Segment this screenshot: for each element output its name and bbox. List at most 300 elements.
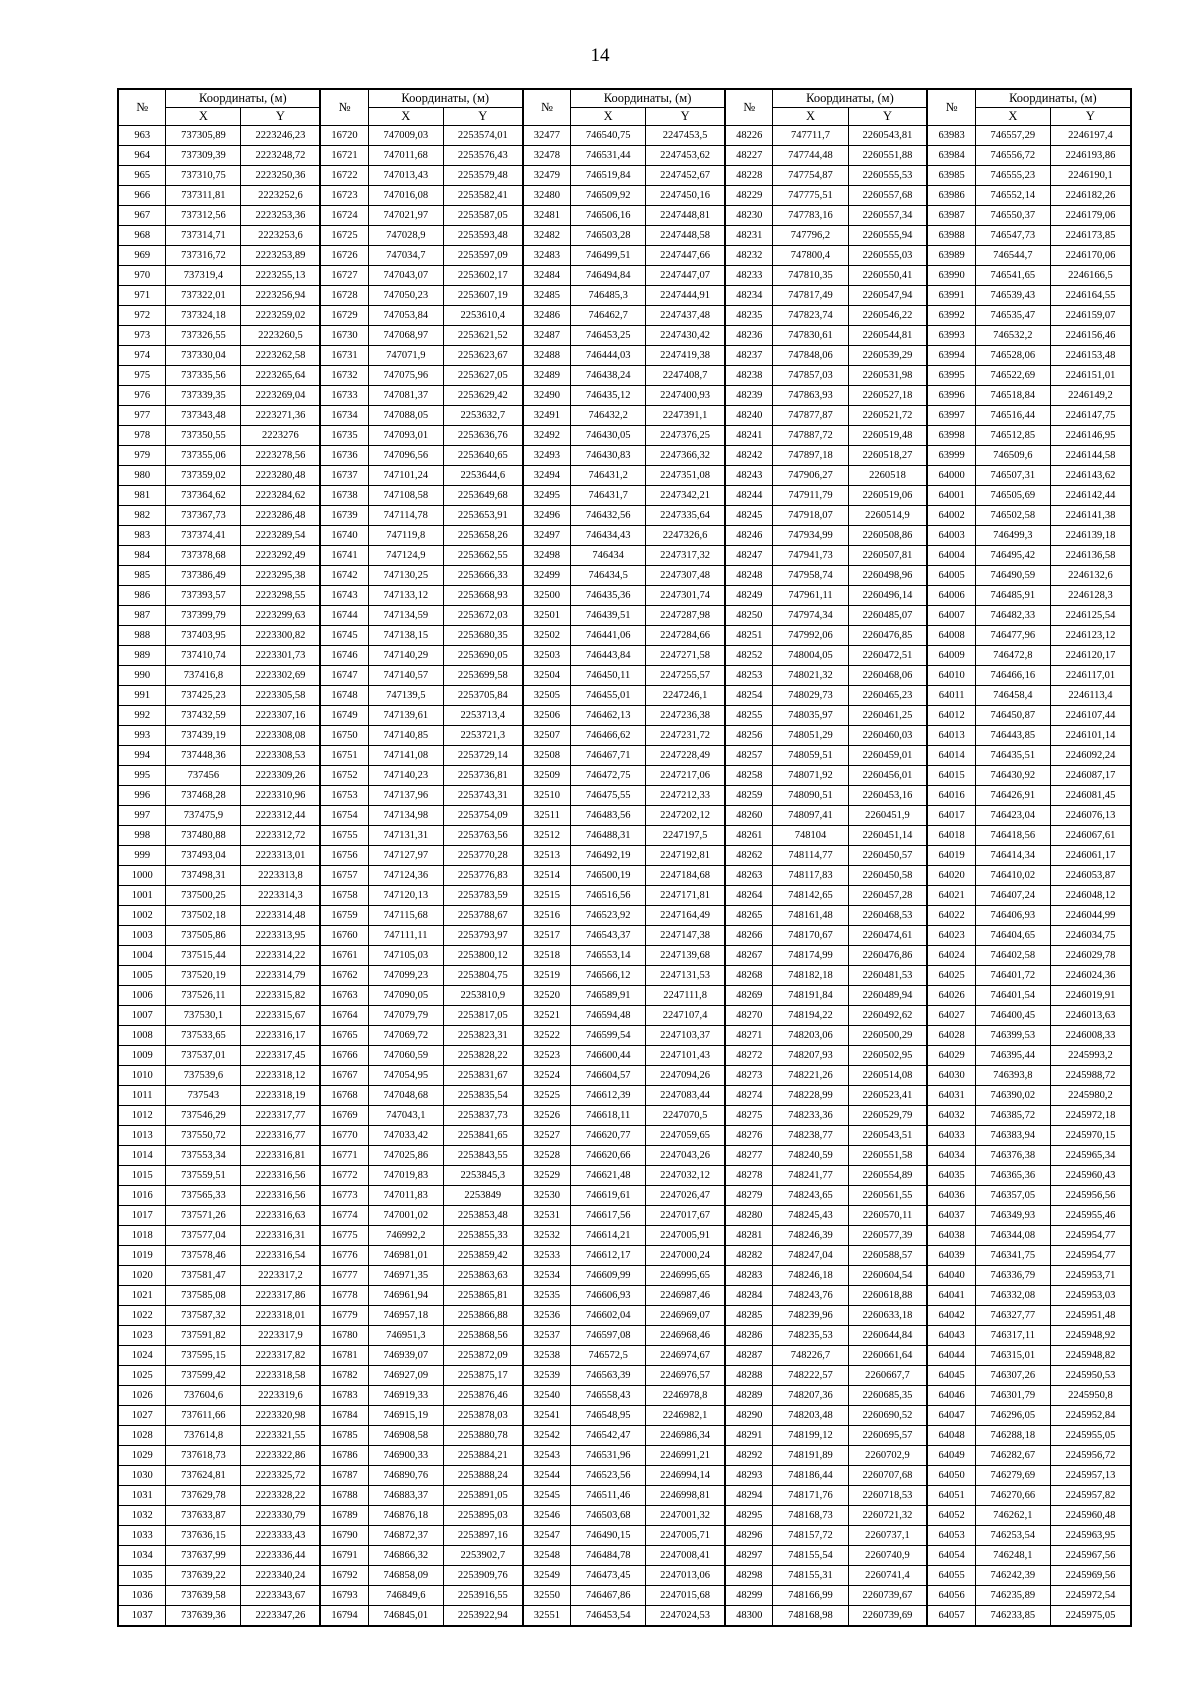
y-coordinate-cell: 2246143,62 [1050, 466, 1131, 486]
point-number-cell: 64000 [927, 466, 975, 486]
point-number-cell: 1001 [118, 886, 166, 906]
x-coordinate-cell: 746431,7 [571, 486, 646, 506]
point-number-cell: 64038 [927, 1226, 975, 1246]
y-coordinate-cell: 2247070,5 [646, 1106, 725, 1126]
x-coordinate-cell: 748029,73 [773, 686, 848, 706]
y-coordinate-cell: 2223320,98 [241, 1406, 320, 1426]
y-coordinate-cell: 2247307,48 [646, 566, 725, 586]
table-row [118, 766, 1131, 786]
x-coordinate-cell: 746315,01 [975, 1346, 1050, 1366]
point-number-cell: 16760 [320, 926, 368, 946]
y-coordinate-cell: 2260539,29 [848, 346, 927, 366]
point-number-cell: 48247 [725, 546, 773, 566]
table-row [118, 986, 1131, 1006]
x-coordinate-cell: 747071,9 [368, 346, 443, 366]
point-number-cell: 32525 [523, 1086, 571, 1106]
point-number-cell: 1025 [118, 1366, 166, 1386]
table-row [118, 1466, 1131, 1486]
y-coordinate-cell: 2246994,14 [646, 1466, 725, 1486]
y-coordinate-cell: 2247043,26 [646, 1146, 725, 1166]
x-coordinate-cell: 747140,85 [368, 726, 443, 746]
point-number-cell: 32483 [523, 246, 571, 266]
table-row [118, 446, 1131, 466]
x-coordinate-cell: 746376,38 [975, 1146, 1050, 1166]
x-coordinate-cell: 746614,21 [571, 1226, 646, 1246]
point-number-cell: 64047 [927, 1406, 975, 1426]
x-coordinate-cell: 746492,19 [571, 846, 646, 866]
point-number-cell: 48277 [725, 1146, 773, 1166]
point-number-cell: 32485 [523, 286, 571, 306]
x-coordinate-cell: 746535,47 [975, 306, 1050, 326]
x-coordinate-cell: 746541,65 [975, 266, 1050, 286]
point-number-cell: 16736 [320, 446, 368, 466]
point-number-cell: 63989 [927, 246, 975, 266]
header-x: X [368, 108, 443, 126]
y-coordinate-cell: 2253582,41 [443, 186, 522, 206]
x-coordinate-cell: 746509,6 [975, 446, 1050, 466]
point-number-cell: 16761 [320, 946, 368, 966]
point-number-cell: 32507 [523, 726, 571, 746]
point-number-cell: 32508 [523, 746, 571, 766]
point-number-cell: 32519 [523, 966, 571, 986]
table-row [118, 206, 1131, 226]
point-number-cell: 980 [118, 466, 166, 486]
x-coordinate-cell: 737468,28 [166, 786, 241, 806]
y-coordinate-cell: 2260721,32 [848, 1506, 927, 1526]
x-coordinate-cell: 747848,06 [773, 346, 848, 366]
x-coordinate-cell: 746317,11 [975, 1326, 1050, 1346]
point-number-cell: 32494 [523, 466, 571, 486]
y-coordinate-cell: 2253593,48 [443, 226, 522, 246]
x-coordinate-cell: 746443,85 [975, 726, 1050, 746]
y-coordinate-cell: 2246164,55 [1050, 286, 1131, 306]
y-coordinate-cell: 2247301,74 [646, 586, 725, 606]
y-coordinate-cell: 2253699,58 [443, 666, 522, 686]
point-number-cell: 971 [118, 286, 166, 306]
x-coordinate-cell: 746550,37 [975, 206, 1050, 226]
y-coordinate-cell: 2260644,84 [848, 1326, 927, 1346]
point-number-cell: 48293 [725, 1466, 773, 1486]
x-coordinate-cell: 747961,11 [773, 586, 848, 606]
x-coordinate-cell: 746849,6 [368, 1586, 443, 1606]
point-number-cell: 32551 [523, 1606, 571, 1627]
point-number-cell: 63998 [927, 426, 975, 446]
y-coordinate-cell: 2246144,58 [1050, 446, 1131, 466]
x-coordinate-cell: 737311,81 [166, 186, 241, 206]
x-coordinate-cell: 747140,23 [368, 766, 443, 786]
x-coordinate-cell: 737330,04 [166, 346, 241, 366]
x-coordinate-cell: 737367,73 [166, 506, 241, 526]
y-coordinate-cell: 2253629,42 [443, 386, 522, 406]
point-number-cell: 64026 [927, 986, 975, 1006]
y-coordinate-cell: 2223318,19 [241, 1086, 320, 1106]
point-number-cell: 32524 [523, 1066, 571, 1086]
point-number-cell: 16776 [320, 1246, 368, 1266]
point-number-cell: 1019 [118, 1246, 166, 1266]
y-coordinate-cell: 2253672,03 [443, 606, 522, 626]
point-number-cell: 48265 [725, 906, 773, 926]
y-coordinate-cell: 2253880,78 [443, 1426, 522, 1446]
x-coordinate-cell: 747130,25 [368, 566, 443, 586]
y-coordinate-cell: 2246076,13 [1050, 806, 1131, 826]
y-coordinate-cell: 2247326,6 [646, 526, 725, 546]
x-coordinate-cell: 746462,7 [571, 306, 646, 326]
x-coordinate-cell: 747138,15 [368, 626, 443, 646]
x-coordinate-cell: 748194,22 [773, 1006, 848, 1026]
x-coordinate-cell: 747111,11 [368, 926, 443, 946]
point-number-cell: 63992 [927, 306, 975, 326]
y-coordinate-cell: 2253845,3 [443, 1166, 522, 1186]
y-coordinate-cell: 2223317,2 [241, 1266, 320, 1286]
x-coordinate-cell: 746434,43 [571, 526, 646, 546]
x-coordinate-cell: 748155,31 [773, 1566, 848, 1586]
x-coordinate-cell: 748222,57 [773, 1366, 848, 1386]
point-number-cell: 48263 [725, 866, 773, 886]
x-coordinate-cell: 746426,91 [975, 786, 1050, 806]
table-row [118, 506, 1131, 526]
x-coordinate-cell: 748207,93 [773, 1046, 848, 1066]
y-coordinate-cell: 2253644,6 [443, 466, 522, 486]
y-coordinate-cell: 2260492,62 [848, 1006, 927, 1026]
y-coordinate-cell: 2247026,47 [646, 1186, 725, 1206]
x-coordinate-cell: 746472,75 [571, 766, 646, 786]
x-coordinate-cell: 747011,68 [368, 146, 443, 166]
table-row [118, 166, 1131, 186]
x-coordinate-cell: 747120,13 [368, 886, 443, 906]
x-coordinate-cell: 748059,51 [773, 746, 848, 766]
y-coordinate-cell: 2223318,58 [241, 1366, 320, 1386]
y-coordinate-cell: 2223316,81 [241, 1146, 320, 1166]
x-coordinate-cell: 746327,77 [975, 1306, 1050, 1326]
point-number-cell: 32517 [523, 926, 571, 946]
y-coordinate-cell: 2260468,06 [848, 666, 927, 686]
x-coordinate-cell: 747025,86 [368, 1146, 443, 1166]
y-coordinate-cell: 2246061,17 [1050, 846, 1131, 866]
y-coordinate-cell: 2260551,58 [848, 1146, 927, 1166]
x-coordinate-cell: 747830,61 [773, 326, 848, 346]
x-coordinate-cell: 737322,01 [166, 286, 241, 306]
point-number-cell: 982 [118, 506, 166, 526]
x-coordinate-cell: 737611,66 [166, 1406, 241, 1426]
point-number-cell: 16744 [320, 606, 368, 626]
y-coordinate-cell: 2245956,72 [1050, 1446, 1131, 1466]
y-coordinate-cell: 2246982,1 [646, 1406, 725, 1426]
point-number-cell: 64028 [927, 1026, 975, 1046]
y-coordinate-cell: 2223271,36 [241, 406, 320, 426]
point-number-cell: 16735 [320, 426, 368, 446]
table-row [118, 1406, 1131, 1426]
header-coordinates: Координаты, (м) [571, 89, 725, 108]
x-coordinate-cell: 746883,37 [368, 1486, 443, 1506]
table-row [118, 1146, 1131, 1166]
y-coordinate-cell: 2253763,56 [443, 826, 522, 846]
y-coordinate-cell: 2247111,8 [646, 986, 725, 1006]
y-coordinate-cell: 2260561,55 [848, 1186, 927, 1206]
table-row [118, 646, 1131, 666]
y-coordinate-cell: 2245960,43 [1050, 1166, 1131, 1186]
x-coordinate-cell: 747139,61 [368, 706, 443, 726]
y-coordinate-cell: 2247400,93 [646, 386, 725, 406]
x-coordinate-cell: 746542,47 [571, 1426, 646, 1446]
x-coordinate-cell: 746432,2 [571, 406, 646, 426]
y-coordinate-cell: 2260604,54 [848, 1266, 927, 1286]
point-number-cell: 48285 [725, 1306, 773, 1326]
point-number-cell: 64043 [927, 1326, 975, 1346]
point-number-cell: 48280 [725, 1206, 773, 1226]
y-coordinate-cell: 2260461,25 [848, 706, 927, 726]
y-coordinate-cell: 2253574,01 [443, 126, 522, 146]
table-row [118, 626, 1131, 646]
y-coordinate-cell: 2223309,26 [241, 766, 320, 786]
x-coordinate-cell: 748090,51 [773, 786, 848, 806]
y-coordinate-cell: 2245980,2 [1050, 1086, 1131, 1106]
y-coordinate-cell: 2223316,17 [241, 1026, 320, 1046]
y-coordinate-cell: 2223313,01 [241, 846, 320, 866]
point-number-cell: 48284 [725, 1286, 773, 1306]
point-number-cell: 64005 [927, 566, 975, 586]
y-coordinate-cell: 2246092,24 [1050, 746, 1131, 766]
point-number-cell: 64039 [927, 1246, 975, 1266]
point-number-cell: 16752 [320, 766, 368, 786]
point-number-cell: 32537 [523, 1326, 571, 1346]
x-coordinate-cell: 748191,89 [773, 1446, 848, 1466]
x-coordinate-cell: 747863,93 [773, 386, 848, 406]
coordinates-table [117, 88, 1132, 1627]
x-coordinate-cell: 747009,03 [368, 126, 443, 146]
y-coordinate-cell: 2253841,65 [443, 1126, 522, 1146]
x-coordinate-cell: 737614,8 [166, 1426, 241, 1446]
point-number-cell: 16784 [320, 1406, 368, 1426]
point-number-cell: 48295 [725, 1506, 773, 1526]
point-number-cell: 48244 [725, 486, 773, 506]
point-number-cell: 16738 [320, 486, 368, 506]
y-coordinate-cell: 2223317,77 [241, 1106, 320, 1126]
x-coordinate-cell: 746444,03 [571, 346, 646, 366]
y-coordinate-cell: 2223312,72 [241, 826, 320, 846]
table-row [118, 1506, 1131, 1526]
point-number-cell: 16729 [320, 306, 368, 326]
point-number-cell: 32540 [523, 1386, 571, 1406]
point-number-cell: 32530 [523, 1186, 571, 1206]
point-number-cell: 63996 [927, 386, 975, 406]
point-number-cell: 16772 [320, 1166, 368, 1186]
point-number-cell: 48246 [725, 526, 773, 546]
x-coordinate-cell: 746301,79 [975, 1386, 1050, 1406]
table-row [118, 526, 1131, 546]
y-coordinate-cell: 2246008,33 [1050, 1026, 1131, 1046]
y-coordinate-cell: 2253866,88 [443, 1306, 522, 1326]
y-coordinate-cell: 2246139,18 [1050, 526, 1131, 546]
point-number-cell: 16750 [320, 726, 368, 746]
x-coordinate-cell: 747131,31 [368, 826, 443, 846]
point-number-cell: 16721 [320, 146, 368, 166]
point-number-cell: 1017 [118, 1206, 166, 1226]
point-number-cell: 1002 [118, 906, 166, 926]
x-coordinate-cell: 747877,87 [773, 406, 848, 426]
x-coordinate-cell: 746606,93 [571, 1286, 646, 1306]
y-coordinate-cell: 2260508,86 [848, 526, 927, 546]
point-number-cell: 16764 [320, 1006, 368, 1026]
y-coordinate-cell: 2223280,48 [241, 466, 320, 486]
point-number-cell: 64033 [927, 1126, 975, 1146]
table-row [118, 246, 1131, 266]
point-number-cell: 32514 [523, 866, 571, 886]
point-number-cell: 16779 [320, 1306, 368, 1326]
point-number-cell: 32490 [523, 386, 571, 406]
y-coordinate-cell: 2247376,25 [646, 426, 725, 446]
point-number-cell: 48275 [725, 1106, 773, 1126]
y-coordinate-cell: 2253729,14 [443, 746, 522, 766]
point-number-cell: 16722 [320, 166, 368, 186]
y-coordinate-cell: 2246128,3 [1050, 586, 1131, 606]
y-coordinate-cell: 2247083,44 [646, 1086, 725, 1106]
point-number-cell: 999 [118, 846, 166, 866]
x-coordinate-cell: 746430,83 [571, 446, 646, 466]
x-coordinate-cell: 746441,06 [571, 626, 646, 646]
x-coordinate-cell: 746390,02 [975, 1086, 1050, 1106]
point-number-cell: 16766 [320, 1046, 368, 1066]
table-row [118, 686, 1131, 706]
x-coordinate-cell: 746557,29 [975, 126, 1050, 146]
table-row [118, 186, 1131, 206]
x-coordinate-cell: 748182,18 [773, 966, 848, 986]
y-coordinate-cell: 2247448,58 [646, 226, 725, 246]
y-coordinate-cell: 2223292,49 [241, 546, 320, 566]
point-number-cell: 64021 [927, 886, 975, 906]
x-coordinate-cell: 748207,36 [773, 1386, 848, 1406]
y-coordinate-cell: 2260588,57 [848, 1246, 927, 1266]
y-coordinate-cell: 2260577,39 [848, 1226, 927, 1246]
y-coordinate-cell: 2223325,72 [241, 1466, 320, 1486]
header-coordinates: Координаты, (м) [368, 89, 522, 108]
point-number-cell: 1023 [118, 1326, 166, 1346]
y-coordinate-cell: 2245956,56 [1050, 1186, 1131, 1206]
point-number-cell: 16789 [320, 1506, 368, 1526]
y-coordinate-cell: 2253800,12 [443, 946, 522, 966]
y-coordinate-cell: 2223300,82 [241, 626, 320, 646]
x-coordinate-cell: 747887,72 [773, 426, 848, 446]
x-coordinate-cell: 747019,83 [368, 1166, 443, 1186]
x-coordinate-cell: 737533,65 [166, 1026, 241, 1046]
point-number-cell: 1029 [118, 1446, 166, 1466]
point-number-cell: 48264 [725, 886, 773, 906]
x-coordinate-cell: 746485,3 [571, 286, 646, 306]
x-coordinate-cell: 746434,5 [571, 566, 646, 586]
table-row [118, 1006, 1131, 1026]
y-coordinate-cell: 2246117,01 [1050, 666, 1131, 686]
y-coordinate-cell: 2223340,24 [241, 1566, 320, 1586]
x-coordinate-cell: 746553,14 [571, 946, 646, 966]
x-coordinate-cell: 748117,83 [773, 866, 848, 886]
point-number-cell: 16753 [320, 786, 368, 806]
y-coordinate-cell: 2245965,34 [1050, 1146, 1131, 1166]
x-coordinate-cell: 746600,44 [571, 1046, 646, 1066]
point-number-cell: 995 [118, 766, 166, 786]
x-coordinate-cell: 747068,97 [368, 326, 443, 346]
y-coordinate-cell: 2223317,86 [241, 1286, 320, 1306]
point-number-cell: 64029 [927, 1046, 975, 1066]
y-coordinate-cell: 2247271,58 [646, 646, 725, 666]
x-coordinate-cell: 746621,48 [571, 1166, 646, 1186]
point-number-cell: 64045 [927, 1366, 975, 1386]
point-number-cell: 977 [118, 406, 166, 426]
y-coordinate-cell: 2247452,67 [646, 166, 725, 186]
y-coordinate-cell: 2245960,48 [1050, 1506, 1131, 1526]
y-coordinate-cell: 2223312,44 [241, 806, 320, 826]
table-row [118, 846, 1131, 866]
y-coordinate-cell: 2247284,66 [646, 626, 725, 646]
y-coordinate-cell: 2245957,82 [1050, 1486, 1131, 1506]
x-coordinate-cell: 737537,01 [166, 1046, 241, 1066]
table-row [118, 266, 1131, 286]
table-row [118, 666, 1131, 686]
x-coordinate-cell: 737310,75 [166, 166, 241, 186]
point-number-cell: 48286 [725, 1326, 773, 1346]
point-number-cell: 48271 [725, 1026, 773, 1046]
x-coordinate-cell: 746572,5 [571, 1346, 646, 1366]
x-coordinate-cell: 746612,17 [571, 1246, 646, 1266]
point-number-cell: 16769 [320, 1106, 368, 1126]
x-coordinate-cell: 737425,23 [166, 686, 241, 706]
x-coordinate-cell: 747028,9 [368, 226, 443, 246]
y-coordinate-cell: 2246153,48 [1050, 346, 1131, 366]
point-number-cell: 48260 [725, 806, 773, 826]
point-number-cell: 48270 [725, 1006, 773, 1026]
point-number-cell: 32518 [523, 946, 571, 966]
y-coordinate-cell: 2223347,26 [241, 1606, 320, 1627]
x-coordinate-cell: 737359,02 [166, 466, 241, 486]
point-number-cell: 64008 [927, 626, 975, 646]
x-coordinate-cell: 746341,75 [975, 1246, 1050, 1266]
x-coordinate-cell: 737585,08 [166, 1286, 241, 1306]
x-coordinate-cell: 746543,37 [571, 926, 646, 946]
x-coordinate-cell: 748171,76 [773, 1486, 848, 1506]
point-number-cell: 64049 [927, 1446, 975, 1466]
y-coordinate-cell: 2223265,64 [241, 366, 320, 386]
y-coordinate-cell: 2247444,91 [646, 286, 725, 306]
y-coordinate-cell: 2247015,68 [646, 1586, 725, 1606]
point-number-cell: 32544 [523, 1466, 571, 1486]
point-number-cell: 32511 [523, 806, 571, 826]
x-coordinate-cell: 748241,77 [773, 1166, 848, 1186]
y-coordinate-cell: 2246053,87 [1050, 866, 1131, 886]
x-coordinate-cell: 747140,29 [368, 646, 443, 666]
point-number-cell: 48257 [725, 746, 773, 766]
point-number-cell: 1008 [118, 1026, 166, 1046]
point-number-cell: 48226 [725, 126, 773, 146]
y-coordinate-cell: 2260457,28 [848, 886, 927, 906]
table-row [118, 946, 1131, 966]
y-coordinate-cell: 2253895,03 [443, 1506, 522, 1526]
table-row [118, 326, 1131, 346]
x-coordinate-cell: 747053,84 [368, 306, 443, 326]
y-coordinate-cell: 2223308,08 [241, 726, 320, 746]
y-coordinate-cell: 2246974,67 [646, 1346, 725, 1366]
x-coordinate-cell: 746466,62 [571, 726, 646, 746]
x-coordinate-cell: 747783,16 [773, 206, 848, 226]
x-coordinate-cell: 746466,16 [975, 666, 1050, 686]
x-coordinate-cell: 737410,74 [166, 646, 241, 666]
y-coordinate-cell: 2223313,8 [241, 866, 320, 886]
point-number-cell: 48238 [725, 366, 773, 386]
y-coordinate-cell: 2247184,68 [646, 866, 725, 886]
header-y: Y [241, 108, 320, 126]
table-row [118, 1606, 1131, 1627]
y-coordinate-cell: 2223253,6 [241, 226, 320, 246]
point-number-cell: 64022 [927, 906, 975, 926]
y-coordinate-cell: 2247231,72 [646, 726, 725, 746]
point-number-cell: 48272 [725, 1046, 773, 1066]
